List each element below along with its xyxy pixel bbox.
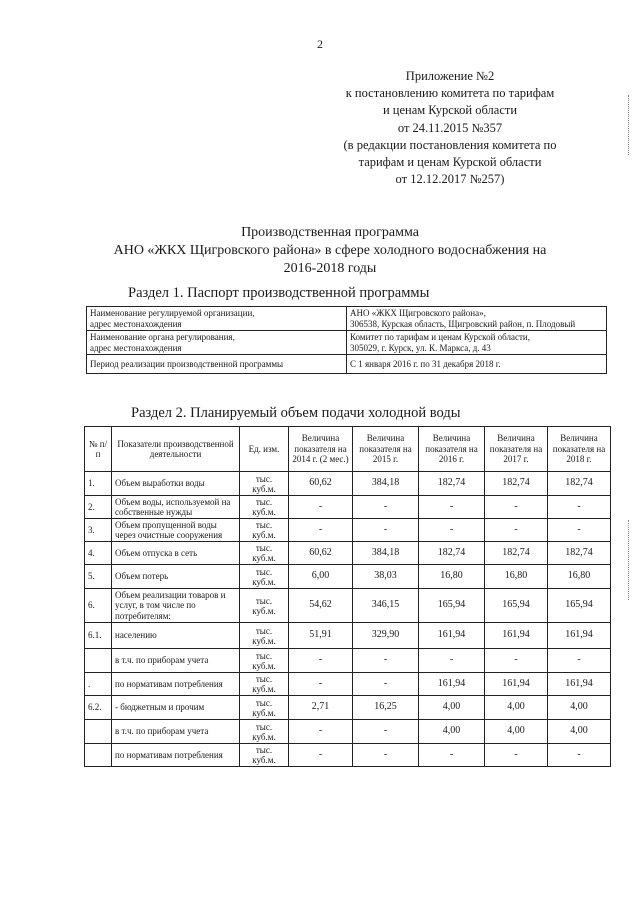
value-2017: 4,00 [485,696,548,720]
value-2015: - [353,496,419,519]
value-2017: - [485,649,548,673]
page-number: 2 [317,37,323,51]
value-2016: 165,94 [419,589,485,623]
value-2016: 182,74 [419,542,485,565]
row-indicator: в т.ч. по приборам учета [112,720,240,744]
value-2014: - [289,649,353,673]
appendix-header [300,68,600,188]
header-indicator: Показатели производственной деятельности [112,427,240,472]
value-2016: - [419,519,485,542]
value-2015: - [353,673,419,696]
passport-table [86,306,607,374]
document-title [90,224,570,278]
value-2014: - [289,519,353,542]
value-2014: 6,00 [289,565,353,589]
row-indicator: Объем воды, используемой на собственные нужды [112,496,240,519]
row-num: 4. [85,542,112,565]
value-2014: - [289,673,353,696]
scan-margin-mark [628,520,632,600]
row-indicator: - бюджетным и прочим [112,696,240,720]
row-num [85,720,112,744]
row-indicator: Объем отпуска в сеть [112,542,240,565]
value-2014: - [289,744,353,767]
value-2017: 4,00 [485,720,548,744]
table-row [85,649,611,673]
value-2018: - [548,649,611,673]
water-volume-table [84,426,611,767]
value-2014: 2,71 [289,696,353,720]
value-2016: 182,74 [419,472,485,496]
value-2017: - [485,519,548,542]
header-2018: Величина показателя на 2018 г. [548,427,611,472]
value-2014: 60,62 [289,542,353,565]
table-row [87,355,607,374]
row-indicator: по нормативам потребления [112,744,240,767]
value-2016: - [419,496,485,519]
header-2016: Величина показателя на 2016 г. [419,427,485,472]
section2-heading: Раздел 2. Планируемый объем подачи холодной воды [131,405,461,421]
scan-margin-mark [628,95,632,155]
row-unit: тыс. куб.м. [240,696,289,720]
passport-label: Наименование регулируемой организации, адрес местонахождения [87,307,347,331]
passport-label: Наименование органа регулирования, адрес местонахождения [87,331,347,355]
value-2015: 329,90 [353,623,419,649]
row-unit: тыс. куб.м. [240,565,289,589]
appendix-line: тарифам и ценам Курской области [358,155,542,170]
value-2017: 161,94 [485,623,548,649]
value-2018: - [548,744,611,767]
row-indicator: населению [112,623,240,649]
table-row [85,519,611,542]
value-2016: - [419,649,485,673]
value-2016: 16,80 [419,565,485,589]
row-num: . [85,673,112,696]
value-2018: 16,80 [548,565,611,589]
table-row [85,720,611,744]
header-unit: Ед. изм. [240,427,289,472]
row-num: 3. [85,519,112,542]
row-unit: тыс. куб.м. [240,673,289,696]
appendix-line: Приложение №2 [405,69,495,83]
table-row [85,623,611,649]
header-num: № п/п [85,427,112,472]
row-unit: тыс. куб.м. [240,542,289,565]
value-2017: 161,94 [485,673,548,696]
value-2015: 16,25 [353,696,419,720]
table-row [85,472,611,496]
row-indicator: Объем выработки воды [112,472,240,496]
row-unit: тыс. куб.м. [240,649,289,673]
value-2016: 161,94 [419,673,485,696]
value-2018: 4,00 [548,696,611,720]
row-indicator: Объем реализации товаров и услуг, в том числе по потребителям: [112,589,240,623]
row-num: 6. [85,589,112,623]
row-num: 6.2. [85,696,112,720]
value-2017: 165,94 [485,589,548,623]
passport-value: АНО «ЖКХ Щигровского района», 306538, Курская область, Щигровский район, п. Плодовый [347,307,607,331]
value-2014: - [289,720,353,744]
row-indicator: Объем пропущенной воды через очистные сооружения [112,519,240,542]
value-2017: - [485,496,548,519]
value-2015: 346,15 [353,589,419,623]
value-2017: 16,80 [485,565,548,589]
row-num: 5. [85,565,112,589]
row-indicator: в т.ч. по приборам учета [112,649,240,673]
value-2014: 54,62 [289,589,353,623]
value-2018: 165,94 [548,589,611,623]
value-2018: 182,74 [548,542,611,565]
value-2014: 60,62 [289,472,353,496]
value-2018: 161,94 [548,623,611,649]
table-row [85,565,611,589]
table-row [85,589,611,623]
title-line: АНО «ЖКХ Щигровского района» в сфере холодного водоснабжения на [113,243,547,258]
row-unit: тыс. куб.м. [240,623,289,649]
value-2014: 51,91 [289,623,353,649]
value-2017: 182,74 [485,542,548,565]
row-unit: тыс. куб.м. [240,720,289,744]
table-row [85,673,611,696]
value-2016: - [419,744,485,767]
title-line: 2016-2018 годы [283,261,377,276]
appendix-line: к постановлению комитета по тарифам [345,86,555,101]
row-unit: тыс. куб.м. [240,519,289,542]
value-2018: 182,74 [548,472,611,496]
table-row [85,696,611,720]
value-2017: 182,74 [485,472,548,496]
row-unit: тыс. куб.м. [240,472,289,496]
row-num [85,744,112,767]
section1-heading: Раздел 1. Паспорт производственной программы [128,285,430,301]
table-row [85,744,611,767]
row-indicator: по нормативам потребления [112,673,240,696]
table-row [85,496,611,519]
row-unit: тыс. куб.м. [240,744,289,767]
row-num: 1. [85,472,112,496]
value-2014: - [289,496,353,519]
value-2016: 4,00 [419,696,485,720]
value-2015: 384,18 [353,542,419,565]
value-2018: 161,94 [548,673,611,696]
header-2014: Величина показателя на 2014 г. (2 мес.) [289,427,353,472]
value-2016: 161,94 [419,623,485,649]
row-unit: тыс. куб.м. [240,589,289,623]
value-2015: - [353,720,419,744]
passport-value: Комитет по тарифам и ценам Курской области, 305029, г. Курск, ул. К. Маркса, д. 43 [347,331,607,355]
row-num: 2. [85,496,112,519]
value-2018: - [548,519,611,542]
value-2018: 4,00 [548,720,611,744]
title-line: Производственная программа [241,225,419,240]
appendix-line: и ценам Курской области [382,103,518,118]
header-2015: Величина показателя на 2015 г. [353,427,419,472]
value-2015: - [353,519,419,542]
row-indicator: Объем потерь [112,565,240,589]
value-2018: - [548,496,611,519]
appendix-line: от 12.12.2017 №257) [395,172,505,187]
table-row [87,307,607,331]
value-2015: - [353,744,419,767]
value-2017: - [485,744,548,767]
value-2016: 4,00 [419,720,485,744]
header-2017: Величина показателя на 2017 г. [485,427,548,472]
row-unit: тыс. куб.м. [240,496,289,519]
table-row [85,542,611,565]
row-num: 6.1. [85,623,112,649]
table-header-row [85,427,611,472]
value-2015: 384,18 [353,472,419,496]
appendix-line: (в редакции постановления комитета по [343,137,557,152]
appendix-line: от 24.11.2015 №357 [397,120,503,135]
passport-value: С 1 января 2016 г. по 31 декабря 2018 г. [347,355,607,374]
table-row [87,331,607,355]
value-2015: - [353,649,419,673]
passport-label: Период реализации производственной программы [87,355,347,374]
value-2015: 38,03 [353,565,419,589]
row-num [85,649,112,673]
